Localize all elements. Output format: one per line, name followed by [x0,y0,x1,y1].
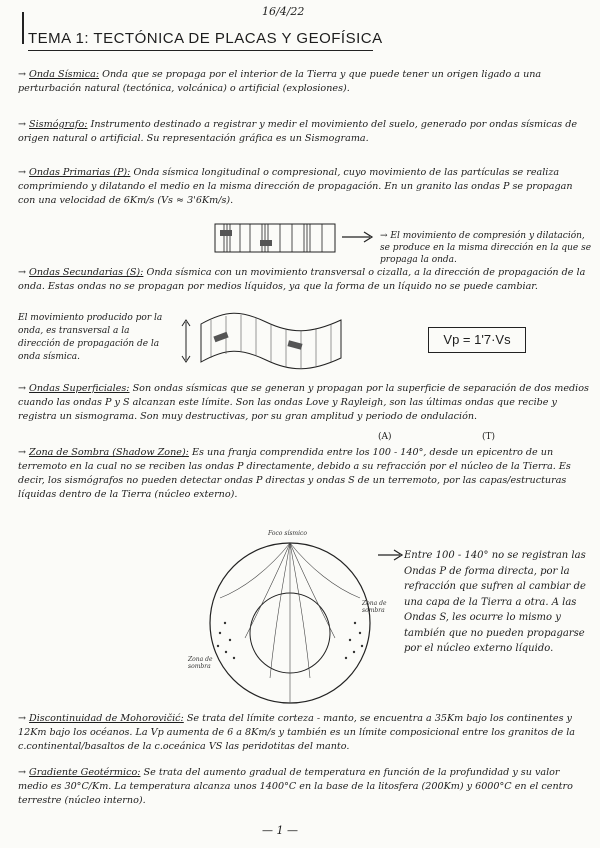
arrow-icon: → [18,267,27,278]
section-ondas-secundarias [18,266,590,294]
section-heading: Sismógrafo: [29,119,88,130]
section-ondas-superficiales [18,382,590,424]
arrow-icon: → [18,167,27,178]
section-onda-sismica [18,68,590,96]
shadow-zone-note: Entre 100 - 140° no se registran las Ondas P de forma directa, por la refracción que sufren al cambiar de una capa de la Tierra a otra. A las Ondas S, les ocurre lo mismo y también que no pueden propagarse por el núcleo externo líquido. [404,550,586,654]
section-heading: Onda Sísmica: [29,69,100,80]
date: 16/4/22 [262,5,305,18]
section-text: Se trata del límite corteza - manto, se encuentra a 35Km bajo los continentes y 12Km bajo los océanos. La Vp aumenta de 6 a 8Km/s y también es un límite composicional entre los granitos de la c.continental/basaltos de la c.oceánica VS las peridotitas del manto. [18,713,576,752]
focus-label: Foco sísmico [268,530,307,537]
title-margin-bar [22,12,24,44]
section-mohorovicic [18,712,590,754]
arrow-right-icon [376,548,404,562]
arrow-right-icon [340,230,376,244]
section-gradiente-geotermico [18,766,590,808]
arrow-icon: → [18,447,27,458]
arrow-icon: → [18,69,27,80]
arrow-vertical-icon [180,318,192,364]
shadow-zone-right-label: Zona de sombra [362,600,387,614]
arrow-icon: → [18,767,27,778]
section-ondas-primarias [18,166,590,208]
shadow-zone-left-label: Zona de sombra [188,656,213,670]
section-zona-sombra [18,446,590,502]
s-wave-note: El movimiento producido por la onda, es transversal a la dirección de propagación de la onda sísmica. [18,313,163,362]
section-text: Onda sísmica longitudinal o compresional, cuyo movimiento de las partículas se realiza comprimiendo y dilatando el medio en la misma dirección de propagación. En un granito las ondas P se propagan con una velocidad de 6Km/s (Vs ≈ 3'6Km/s). [18,167,573,206]
section-heading: Ondas Superficiales: [29,383,130,394]
section-text: Son ondas sísmicas que se generan y propagan por la superficie de separación de dos medios cuando las ondas P y S alcanzan este límite. Son las ondas Love y Rayleigh, son las últimas ondas que recibe y registra un sismograma. Son muy destructivas, por su gran amplitud y periodo de ondulación. [18,383,589,422]
arrow-icon: → [18,713,27,724]
section-text: Instrumento destinado a registrar y medir el movimiento del suelo, generado por ondas sísmicas de origen natural o artificial. Su representación gráfica es un Sismograma. [18,119,578,144]
title-underline [28,50,373,51]
velocity-formula: Vp = 1'7·Vs [428,327,526,353]
section-heading: Zona de Sombra (Shadow Zone): [29,447,189,458]
page-title: TEMA 1: TECTÓNICA DE PLACAS Y GEOFÍSICA [28,30,383,47]
page-number: — 1 — [262,824,298,837]
p-wave-diagram [210,218,340,258]
arrow-icon: → [18,383,27,394]
section-text: Onda sísmica con un movimiento transversal o cizalla, a la dirección de propagación de la onda. Estas ondas no se propagan por medios líquidos, ya que la forma de un líquido no se puede cambiar. [18,267,586,292]
section-text: Onda que se propaga por el interior de la Tierra y que puede tener un origen ligado a una perturbación natural (tectónica, volcánica) o artificial (explosiones). [18,69,542,94]
p-wave-note: → El movimiento de compresión y dilatación, se produce en la misma dirección en la que se propaga la onda. [380,231,592,265]
label-amplitud: (A) [378,432,392,442]
section-text: Es una franja comprendida entre los 100 - 140°, desde un epicentro de un terremoto en la cual no se reciben las ondas P directamente, debido a su refracción por el núcleo de la Tierra. Es decir, los sismógrafos no pueden detectar ondas P directas y ondas S de un terremoto, por las capas/estructuras líquidas dentro de la Tierra (núcleo externo). [18,447,571,500]
shadow-zone-diagram [190,528,390,706]
section-heading: Ondas Secundarias (S): [29,267,144,278]
section-sismografo [18,118,590,146]
section-heading: Discontinuidad de Mohorovičić: [29,713,184,724]
s-wave-diagram [196,306,346,376]
section-heading: Gradiente Geotérmico: [29,767,141,778]
section-heading: Ondas Primarias (P): [29,167,131,178]
arrow-icon: → [18,119,27,130]
section-text: Se trata del aumento gradual de temperatura en función de la profundidad y su valor medio es 30°C/Km. La temperatura alcanza unos 1400°C en la base de la litosfera (200Km) y 6000°C en el centro terrestre (núcleo interno). [18,767,573,806]
label-periodo: (T) [482,432,496,442]
